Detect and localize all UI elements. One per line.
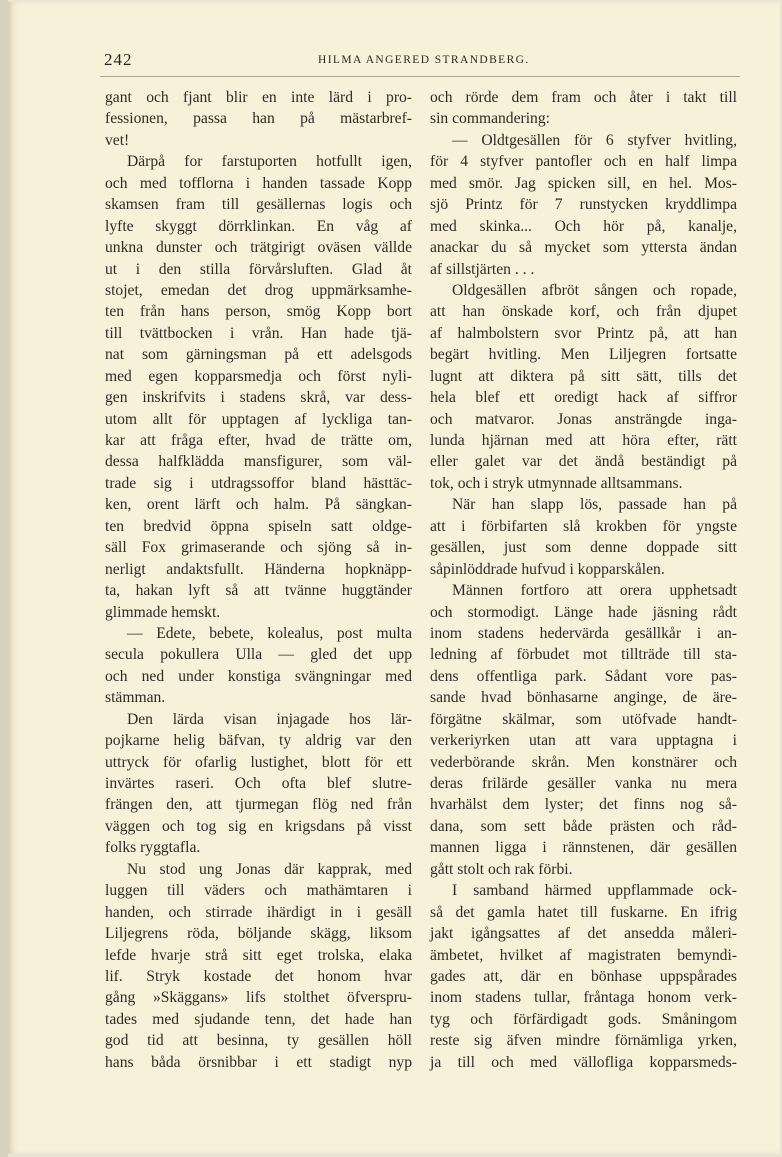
- text-line: lefde hvarje strå sitt eget trolska, elaka: [105, 946, 412, 964]
- text-line: väggen och tog sig en krigsdans på visst: [105, 817, 412, 835]
- text-line: fessionen, passa han på mästarbref-: [105, 110, 412, 128]
- text-line: — Edete, bebete, kolealus, post multa: [127, 624, 412, 642]
- text-line: secula pokullera Ulla — gled det upp: [105, 646, 412, 664]
- text-line: med egen kopparsmedja och först nyli-: [105, 367, 412, 385]
- text-line: — Oldtgesällen för 6 styfver hvitling,: [452, 131, 737, 149]
- text-line: att i förbifarten slå krokben för yngste: [430, 517, 737, 535]
- text-line: sin commandering:: [430, 110, 550, 128]
- text-line: säll Fox grimaserande och sjöng så in-: [105, 539, 412, 557]
- text-line: mannen ligga i rännstenen, där gesällen: [430, 839, 737, 857]
- text-line: skamsen fram till gesällernas logis och: [105, 196, 412, 214]
- text-line: lunda hjärnan med att höra efter, rätt: [430, 432, 737, 449]
- text-line: och ned under konstiga svängningar med: [105, 667, 412, 685]
- text-line: tyg och förfärdigadt gods. Småningom: [430, 1010, 737, 1028]
- text-line: med smör. Jag spicken sill, en hel. Mos-: [430, 174, 737, 192]
- text-line: af sillstjärten . . .: [430, 260, 535, 278]
- text-line: hans båda örsnibbar i ett stadigt nyp: [105, 1053, 412, 1071]
- text-line: kar att fråga efter, hvad de trätte om,: [105, 432, 412, 449]
- scan-edge: [0, 0, 8, 1157]
- text-line: glimmade hemskt.: [105, 603, 221, 621]
- text-line: eller galet var det ändå beständigt på: [430, 453, 737, 471]
- text-line: gång »Skäggans» lifs stolthet öfverspru-: [105, 989, 412, 1007]
- text-line: I samband härmed uppflammade ock-: [452, 882, 737, 900]
- text-line: handen, och stirrade ihärdigt in i gesäll: [105, 903, 412, 921]
- text-line: Den lärda visan injagade hos lär-: [127, 710, 412, 728]
- text-line: ten från hans person, smög Kopp bort: [105, 303, 412, 321]
- text-line: dens offentliga park. Sådant vore pas-: [430, 667, 737, 685]
- text-line: gått stolt och rak förbi.: [430, 860, 573, 878]
- text-line: utom allt för upptagen af lyckliga tan-: [105, 410, 412, 428]
- text-line: och stormodigt. Länge hade jäsning rådt: [430, 603, 737, 621]
- text-line: ken, orent lärft och halm. På sängkan-: [105, 496, 412, 514]
- text-line: att han önskade korf, och från djupet: [430, 303, 737, 321]
- text-line: vederbörande skrån. Men konstnärer och: [430, 753, 737, 771]
- text-line: stämman.: [105, 689, 166, 707]
- text-line: vet!: [105, 131, 130, 149]
- text-line: gen inskrifvits i stadens skrå, var dess-: [105, 389, 412, 407]
- running-head: HILMA ANGERED STRANDBERG.: [318, 54, 530, 66]
- text-line: uttryck för ofarlig lustighet, blott för ett: [105, 753, 412, 771]
- text-line: ten bredvid öppna spiseln satt oldge-: [105, 517, 412, 535]
- text-line: luggen till väders och mathämtaren i: [105, 882, 412, 900]
- text-line: Männen fortforo att orera upphetsadt: [452, 582, 737, 600]
- text-line: med skinka... Och hör på, kanalje,: [430, 217, 737, 235]
- text-line: förgätne skälmar, som utöfvade handt-: [430, 710, 737, 728]
- text-line: folks ryggtafla.: [105, 839, 201, 857]
- text-line: sande hvad bönhasarne anginge, de äre-: [430, 689, 737, 707]
- text-line: jakt igångsattes af det ansedda måleri-: [430, 925, 737, 943]
- text-line: af halmbolstern svor Printz på, att han: [430, 324, 737, 342]
- text-line: och rörde dem fram och åter i takt till: [430, 89, 737, 106]
- text-line: Nu stod ung Jonas där kapprak, med: [127, 860, 412, 878]
- text-line: deras frilärde gesäller vanka nu mera: [430, 775, 737, 792]
- header-rule: [100, 76, 740, 77]
- text-line: lugnt att diktera på sitt sätt, tills det: [430, 367, 737, 385]
- text-line: ta, hakan lyft så att tvänne huggtänder: [105, 582, 412, 600]
- text-line: hvarhälst dem lyster; det finns nog så-: [430, 796, 737, 814]
- text-line: sjö Printz för 7 runstycken kryddlimpa: [430, 196, 737, 214]
- text-line: inom stadens hedervärda gesällkår i an-: [430, 624, 737, 642]
- left-text-column: [105, 89, 412, 1075]
- right-text-column: [430, 89, 737, 1075]
- text-line: och matvaror. Jonas ansträngde inga-: [430, 410, 737, 428]
- text-line: och med tofflorna i handen tassade Kopp: [105, 174, 412, 192]
- text-line: lif. Stryk kostade det honom hvar: [105, 967, 412, 985]
- text-line: inom stadens tullar, fråntaga honom verk-: [430, 989, 737, 1007]
- text-line: för 4 styfver pantofler och en half limpa: [430, 153, 737, 171]
- text-line: unkna dunster och trätgirigt oväsen vällde: [105, 239, 412, 257]
- text-line: När han slapp lös, passade han på: [452, 496, 737, 514]
- text-line: pojkarne helig bäfvan, ty aldrig var den: [105, 732, 412, 750]
- text-line: invärtes raseri. Och ofta blef slutre-: [105, 775, 412, 792]
- text-line: Oldgesällen afbröt sången och ropade,: [452, 281, 737, 299]
- text-line: tades med sjudande tenn, det hade han: [105, 1010, 412, 1028]
- text-line: ja till och med vällofliga kopparsmeds-: [430, 1053, 737, 1071]
- text-line: Liljegrens röda, böljande skägg, liksom: [105, 925, 412, 943]
- text-line: gesällen, just som denne doppade sitt: [430, 539, 737, 557]
- text-line: dessa halfklädda mansfigurer, som väl-: [105, 453, 412, 471]
- text-line: nat som gärningsman på ett adelsgods: [105, 346, 412, 364]
- text-line: Därpå for farstuporten hotfullt igen,: [127, 153, 412, 171]
- text-line: anackar du så mycket som yttersta ändan: [430, 239, 737, 257]
- text-line: ledning af förbudet mot tillträde till sta-: [430, 646, 737, 664]
- text-line: frängen den, att tjurmegan flög ned från: [105, 796, 412, 814]
- text-line: trade sig i utdragssoffor bland hästtäc-: [105, 474, 412, 492]
- text-line: stojet, emedan det drog uppmärksamhe-: [105, 281, 412, 299]
- text-line: tok, och i stryk utmynnade alltsammans.: [430, 474, 683, 492]
- text-line: så det gamla hatet till fuskarne. En ifrig: [430, 903, 737, 921]
- text-line: ämbetet, hvilket af magistraten bemyndi-: [430, 946, 737, 964]
- text-line: dana, som sett både prästen och råd-: [430, 817, 737, 835]
- text-line: god tid att besinna, ty gesällen höll: [105, 1032, 412, 1050]
- text-line: ut i den stilla förvårsluften. Glad åt: [105, 260, 412, 278]
- text-line: gant och fjant blir en inte lärd i pro-: [105, 89, 412, 106]
- text-line: gades att, där en bönhase uppspårades: [430, 967, 737, 985]
- text-line: såpinlöddrade hufvud i kopparskålen.: [430, 560, 665, 578]
- page-number: 242: [104, 50, 133, 69]
- text-line: hela blef ett oredigt hack af siffror: [430, 389, 737, 407]
- text-line: reste sig äfven mindre förnämliga yrken,: [430, 1032, 737, 1050]
- text-line: till tvättbocken i vrån. Han hade tjä-: [105, 324, 412, 342]
- text-line: verkeriyrken utan att vara upptagna i: [430, 732, 737, 750]
- text-line: begärt hvitling. Men Liljegren fortsatte: [430, 346, 737, 364]
- text-line: lyfte skyggt dörrklinkan. En våg af: [105, 217, 412, 235]
- text-line: nerligt andaktsfullt. Händerna hopknäpp-: [105, 560, 412, 578]
